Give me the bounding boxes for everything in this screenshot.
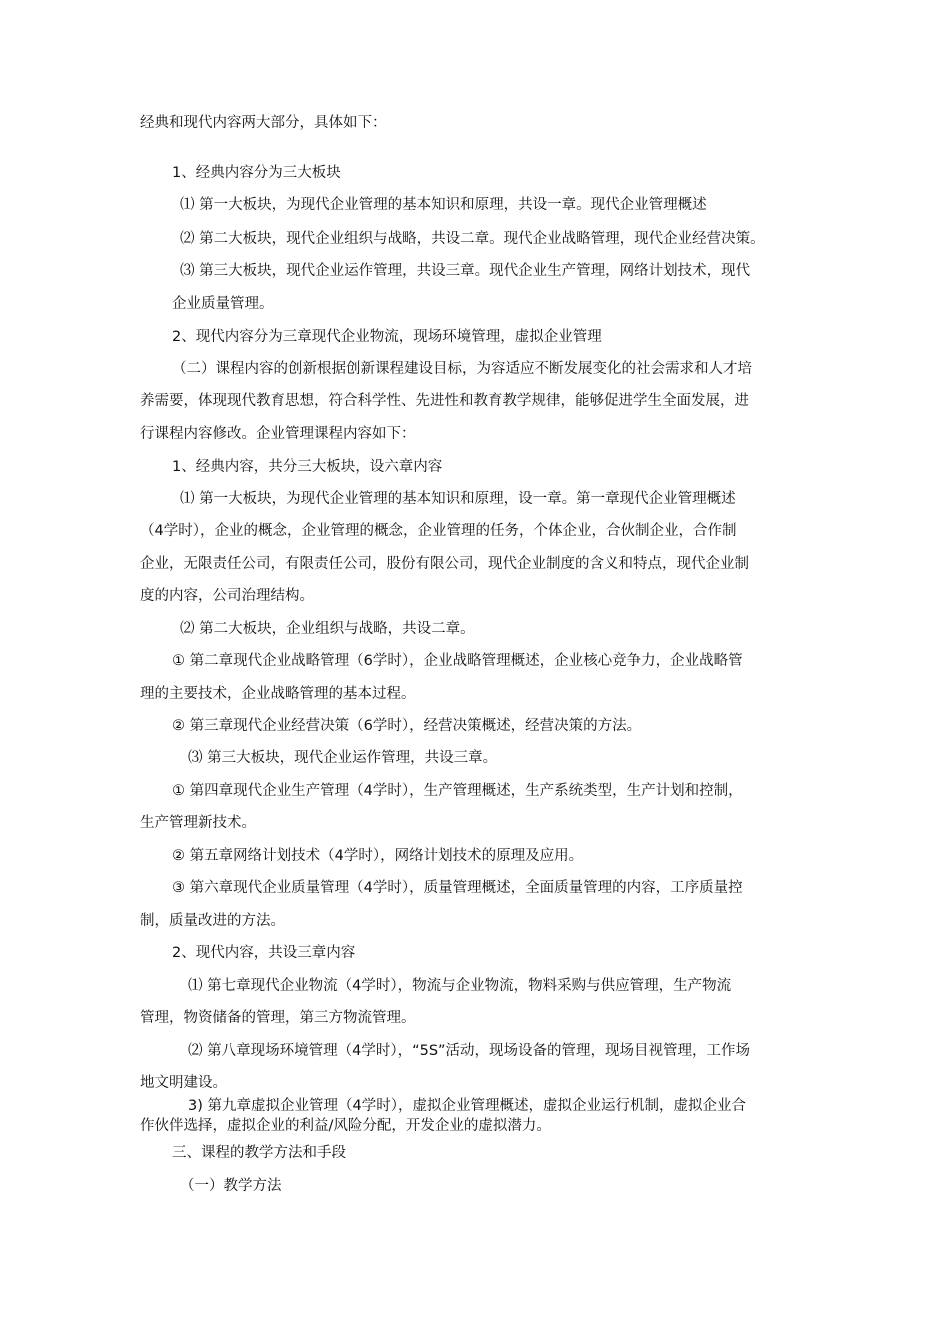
text-line: ② 第五章网络计划技术（4学时），网络计划技术的原理及应用。 [172, 848, 584, 864]
text-line: ⑴ 第一大板块，为现代企业管理的基本知识和原理，设一章。第一章现代企业管理概述 [180, 491, 736, 507]
section-heading: 三、课程的教学方法和手段 [172, 1145, 346, 1161]
section-heading: 1、经典内容，共分三大板块，设六章内容 [172, 459, 443, 475]
text-line: ⑵ 第二大板块，企业组织与战略，共设二章。 [180, 621, 475, 637]
text-line: 3) 第九章虚拟企业管理（4学时），虚拟企业管理概述，虚拟企业运行机制，虚拟企业合 [188, 1098, 746, 1114]
text-line: 管理，物资储备的管理，第三方物流管理。 [140, 1010, 416, 1026]
text-line: 度的内容，公司治理结构。 [140, 588, 314, 604]
section-heading: （一）教学方法 [180, 1178, 282, 1194]
text-line: ⑶ 第三大板块，现代企业运作管理，共设三章。 [188, 750, 498, 766]
text-line: ① 第四章现代企业生产管理（4学时），生产管理概述，生产系统类型，生产计划和控制， [172, 783, 743, 799]
section-heading: 2、现代内容分为三章现代企业物流，现场环境管理，虚拟企业管理 [172, 329, 602, 345]
text-line: 企业质量管理。 [172, 296, 274, 312]
text-line: ③ 第六章现代企业质量管理（4学时），质量管理概述，全面质量管理的内容，工序质量控 [172, 880, 743, 896]
text-line: 养需要，体现现代教育思想，符合科学性、先进性和教育教学规律，能够促进学生全面发展，进 [140, 393, 749, 409]
text-line: （二）课程内容的创新根据创新课程建设目标，为容适应不断发展变化的社会需求和人才培 [172, 361, 752, 377]
text-line: 地文明建设。 [140, 1075, 227, 1091]
text-line: ⑵ 第八章现场环境管理（4学时），“5S”活动，现场设备的管理，现场目视管理，工作场 [188, 1043, 751, 1059]
text-line: ① 第二章现代企业战略管理（6学时），企业战略管理概述，企业核心竞争力，企业战略管 [172, 653, 743, 669]
text-line: ⑵ 第二大板块，现代企业组织与战略，共设二章。现代企业战略管理，现代企业经营决策。 [180, 231, 765, 247]
text-line: ⑶ 第三大板块，现代企业运作管理，共设三章。现代企业生产管理，网络计划技术，现代 [180, 263, 751, 279]
section-heading: 2、现代内容，共设三章内容 [172, 945, 356, 961]
text-line: ② 第三章现代企业经营决策（6学时），经营决策概述，经营决策的方法。 [172, 718, 642, 734]
text-line: （4学时），企业的概念，企业管理的概念，企业管理的任务，个体企业，合伙制企业，合作制 [140, 523, 737, 539]
section-heading: 1、经典内容分为三大板块 [172, 165, 341, 181]
text-line: 作伙伴选择，虚拟企业的利益/风险分配，开发企业的虚拟潜力。 [140, 1118, 551, 1134]
text-line: 经典和现代内容两大部分，具体如下： [140, 115, 387, 131]
text-line: 制，质量改进的方法。 [140, 913, 285, 929]
text-line: 行课程内容修改。企业管理课程内容如下： [140, 426, 416, 442]
text-line: ⑴ 第一大板块，为现代企业管理的基本知识和原理，共设一章。现代企业管理概述 [180, 197, 707, 213]
text-line: 理的主要技术，企业战略管理的基本过程。 [140, 686, 416, 702]
text-line: 企业，无限责任公司，有限责任公司，股份有限公司，现代企业制度的含义和特点，现代企业制 [140, 556, 749, 572]
text-line: 生产管理新技术。 [140, 815, 256, 831]
text-line: ⑴ 第七章现代企业物流（4学时），物流与企业物流，物料采购与供应管理，生产物流 [188, 978, 732, 994]
